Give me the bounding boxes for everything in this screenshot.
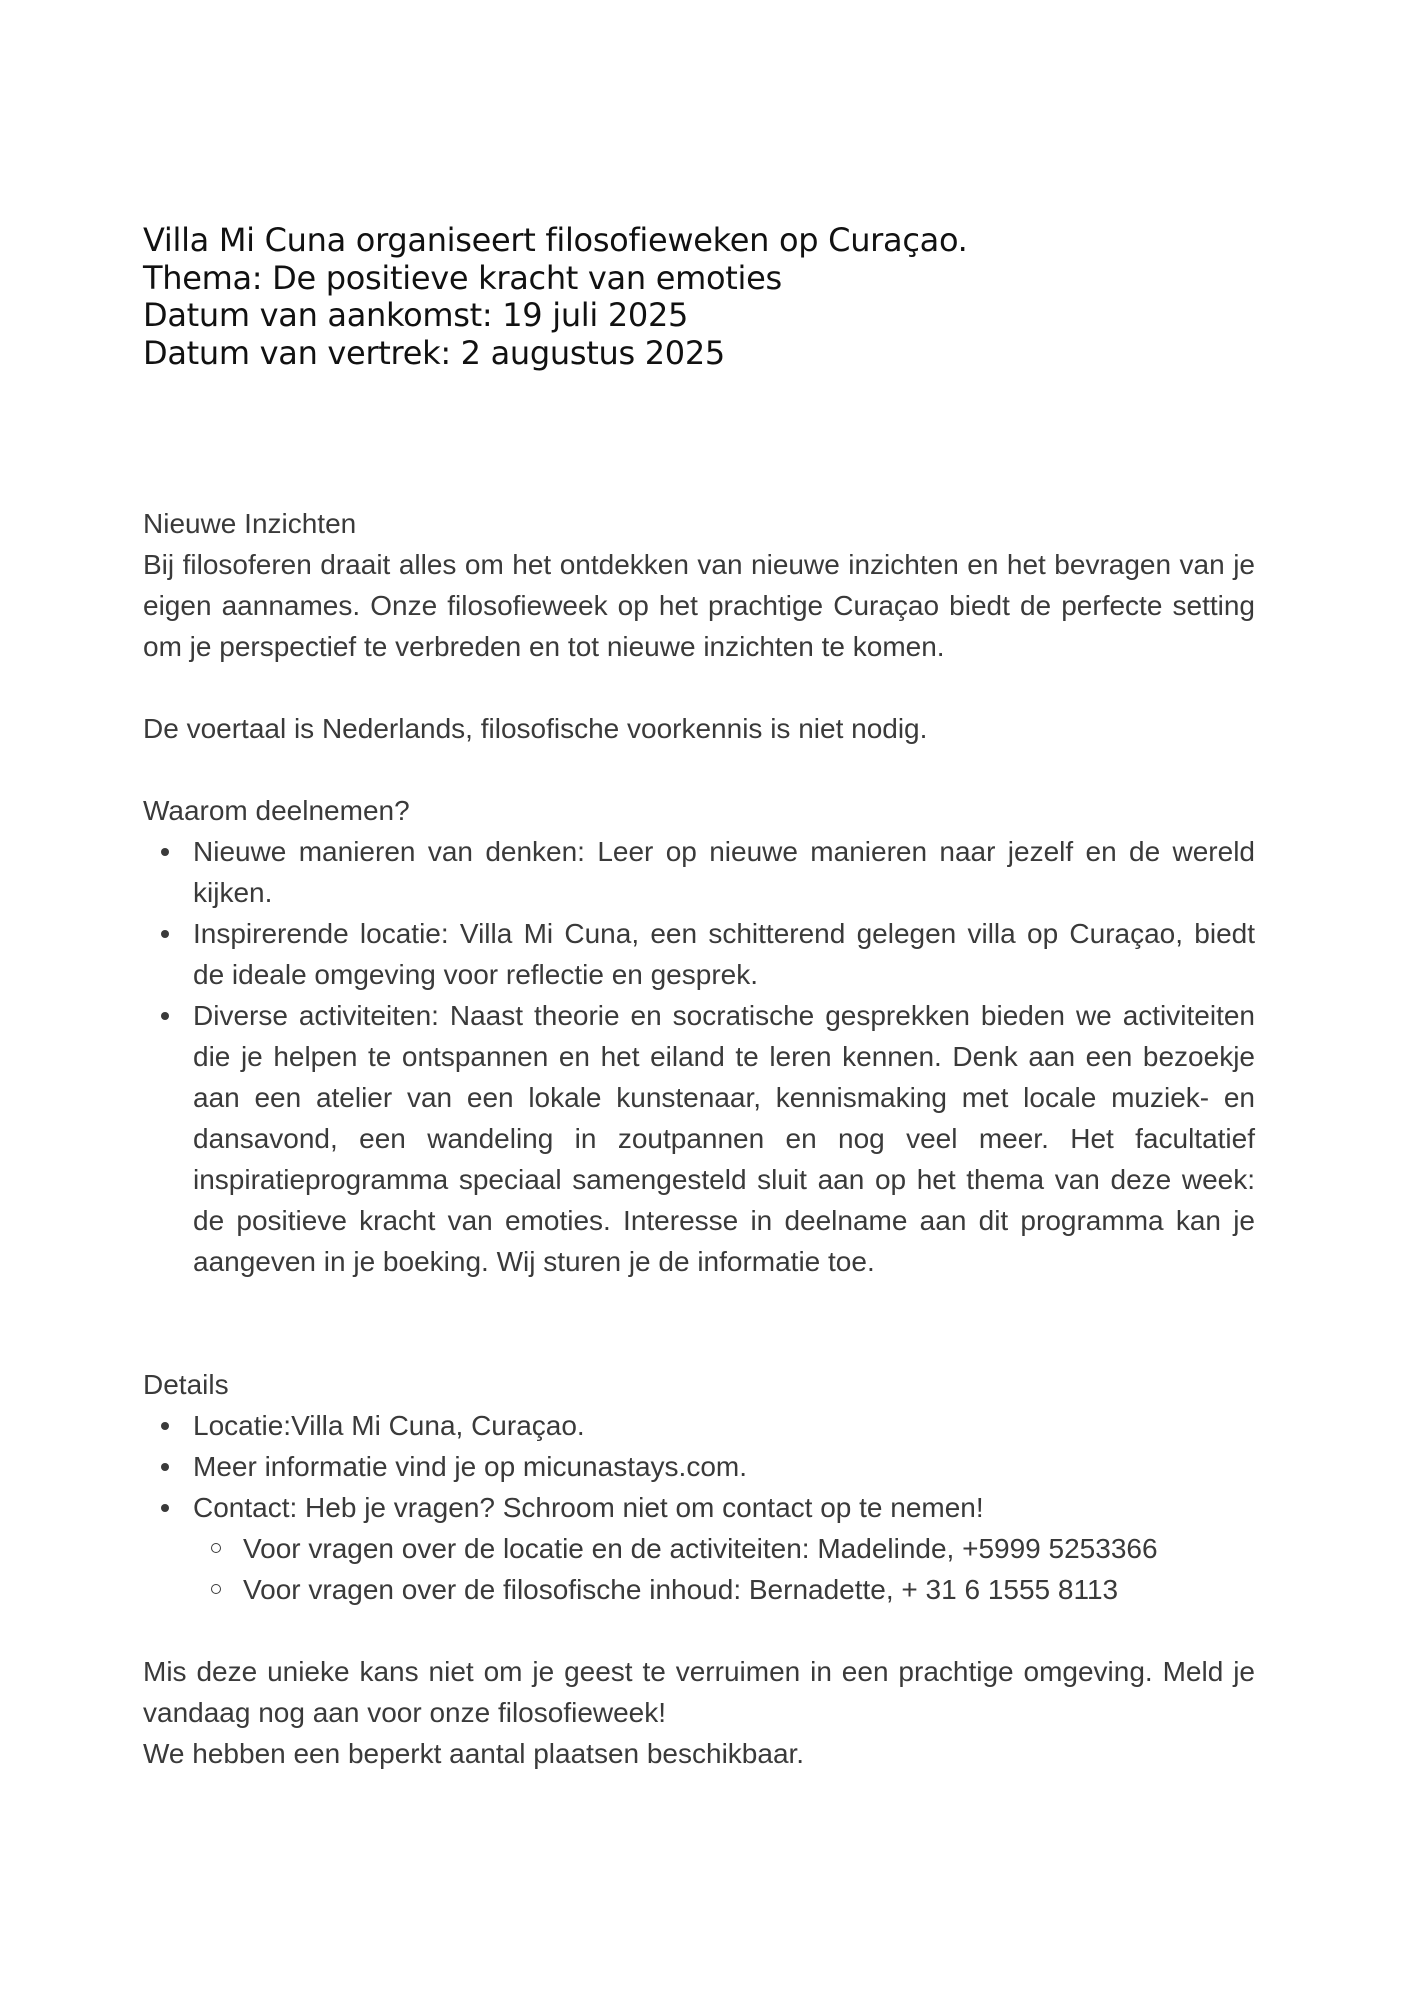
header-theme: Thema: De positieve kracht van emoties — [143, 258, 782, 297]
header-arrival-date: Datum van aankomst: 19 juli 2025 — [143, 296, 689, 334]
why-item-new-thinking: Nieuwe manieren van denken: Leer op nieuwe manieren naar jezelf en de wereld kijken. — [193, 831, 1255, 913]
header-title: Villa Mi Cuna organiseert filosofieweken op Curaçao. — [143, 221, 968, 259]
spacer — [143, 1610, 1255, 1651]
closing-note: We hebben een beperkt aantal plaatsen beschikbaar. — [143, 1738, 805, 1769]
spacer — [143, 667, 1255, 708]
document-body — [143, 503, 1255, 1774]
header-departure-date: Datum van vertrek: 2 augustus 2025 — [143, 333, 725, 372]
details-item-contact — [193, 1487, 1255, 1610]
intro-heading: Nieuwe Inzichten — [143, 508, 357, 539]
document-header — [143, 222, 1283, 372]
why-item-activities: Diverse activiteiten: Naast theorie en socratische gesprekken bieden we activiteiten die je helpen te ontspannen en het eiland te leren kennen. Denk aan een bezoekje aan een atelier van een lokale kunstenaar, kennismaking met locale muziek- en dansavond, een wandeling in zoutpannen en nog veel meer. Het facultatief inspiratieprogramma speciaal samengesteld sluit aan op het thema van deze week: de positieve kracht van emoties. Interesse in deelname aan dit programma kan je aangeven in je boeking. Wij sturen je de informatie toe. — [193, 995, 1255, 1282]
details-heading: Details — [143, 1369, 229, 1400]
closing-paragraph: Mis deze unieke kans niet om je geest te verruimen in een prachtige omgeving. Meld je vandaag nog aan voor onze filosofieweek! — [143, 1656, 1255, 1728]
contact-intro: Contact: Heb je vragen? Schroom niet om contact op te nemen! — [193, 1492, 984, 1523]
why-list — [143, 831, 1255, 1282]
language-note: De voertaal is Nederlands, filosofische voorkennis is niet nodig. — [143, 713, 928, 744]
intro-paragraph: Bij filosoferen draait alles om het ontdekken van nieuwe inzichten en het bevragen van je eigen aannames. Onze filosofieweek op het prachtige Curaçao biedt de perfecte setting om je perspectief te verbreden en tot nieuwe inzichten te komen. — [143, 549, 1255, 662]
spacer — [143, 749, 1255, 790]
spacer — [143, 1282, 1255, 1364]
contact-item-philosophy: Voor vragen over de filosofische inhoud: Bernadette, + 31 6 1555 8113 — [243, 1569, 1255, 1610]
details-item-more-info: Meer informatie vind je op micunastays.com. — [193, 1446, 1255, 1487]
contact-item-location: Voor vragen over de locatie en de activiteiten: Madelinde, +5999 5253366 — [243, 1528, 1255, 1569]
details-list — [143, 1405, 1255, 1610]
why-heading: Waarom deelnemen? — [143, 795, 410, 826]
details-item-location: Locatie:Villa Mi Cuna, Curaçao. — [193, 1405, 1255, 1446]
why-item-location: Inspirerende locatie: Villa Mi Cuna, een schitterend gelegen villa op Curaçao, biedt de ideale omgeving voor reflectie en gesprek. — [193, 913, 1255, 995]
contact-list — [193, 1528, 1255, 1610]
